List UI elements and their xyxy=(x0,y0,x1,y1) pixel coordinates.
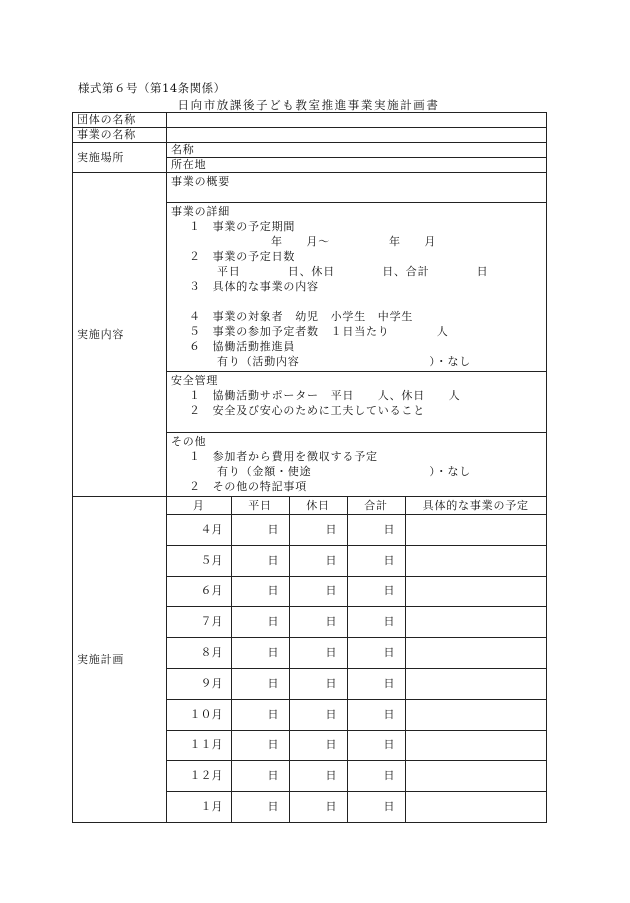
plan-total-days-cell[interactable]: 日 xyxy=(347,699,405,730)
other-cell[interactable] xyxy=(167,433,547,497)
safety-item-supporter: １ 協働活動サポーター 平日 人、休日 人 xyxy=(189,389,461,402)
details-item-participants: ５ 事業の参加予定者数 １日当たり 人 xyxy=(189,325,449,338)
plan-month-row xyxy=(167,638,546,669)
plan-total-days-cell[interactable]: 日 xyxy=(347,761,405,792)
plan-month-cell: ６月 xyxy=(167,576,231,607)
plan-weekday-days-cell[interactable]: 日 xyxy=(231,761,289,792)
plan-header-schedule: 具体的な事業の予定 xyxy=(405,497,546,515)
details-item-days: ２ 事業の予定日数 xyxy=(189,250,296,263)
details-cell[interactable] xyxy=(167,203,547,372)
plan-month-cell: ４月 xyxy=(167,515,231,546)
plan-body xyxy=(167,515,546,823)
plan-holiday-days-cell[interactable]: 日 xyxy=(289,792,347,823)
org-name-value[interactable] xyxy=(167,113,547,128)
plan-holiday-days-cell[interactable]: 日 xyxy=(289,638,347,669)
details-blank-line xyxy=(171,294,546,309)
plan-total-days-cell[interactable]: 日 xyxy=(347,545,405,576)
plan-weekday-days-cell[interactable]: 日 xyxy=(231,638,289,669)
project-name-label: 事業の名称 xyxy=(73,128,167,143)
application-form-table xyxy=(72,112,547,823)
plan-month-cell: １１月 xyxy=(167,730,231,761)
project-name-value[interactable] xyxy=(167,128,547,143)
plan-header-month: 月 xyxy=(167,497,231,515)
safety-item-measures: ２ 安全及び安心のために工夫していること xyxy=(189,404,425,417)
plan-month-row xyxy=(167,761,546,792)
plan-weekday-days-cell[interactable]: 日 xyxy=(231,545,289,576)
venue-name-cell[interactable] xyxy=(167,143,547,158)
plan-holiday-days-cell[interactable]: 日 xyxy=(289,545,347,576)
plan-total-days-cell[interactable]: 日 xyxy=(347,638,405,669)
plan-holiday-days-cell[interactable]: 日 xyxy=(289,668,347,699)
project-name-row xyxy=(73,128,547,143)
content-label: 実施内容 xyxy=(73,173,167,497)
safety-heading: 安全管理 xyxy=(171,374,219,387)
plan-total-days-cell[interactable]: 日 xyxy=(347,576,405,607)
plan-month-cell: ８月 xyxy=(167,638,231,669)
plan-weekday-days-cell[interactable]: 日 xyxy=(231,730,289,761)
plan-month-row xyxy=(167,668,546,699)
plan-holiday-days-cell[interactable]: 日 xyxy=(289,730,347,761)
plan-month-cell: １０月 xyxy=(167,699,231,730)
plan-header-weekday: 平日 xyxy=(231,497,289,515)
plan-schedule-cell[interactable] xyxy=(405,576,546,607)
form-number: 様式第６号（第14条関係） xyxy=(78,81,226,95)
org-name-row xyxy=(73,113,547,128)
plan-header-total: 合計 xyxy=(347,497,405,515)
overview-cell[interactable] xyxy=(167,173,547,203)
plan-holiday-days-cell[interactable]: 日 xyxy=(289,515,347,546)
venue-address-label: 所在地 xyxy=(171,158,207,171)
plan-schedule-cell[interactable] xyxy=(405,515,546,546)
monthly-plan-table xyxy=(167,497,546,822)
plan-month-row xyxy=(167,792,546,823)
plan-schedule-cell[interactable] xyxy=(405,638,546,669)
plan-schedule-cell[interactable] xyxy=(405,545,546,576)
plan-weekday-days-cell[interactable]: 日 xyxy=(231,668,289,699)
document-title: 日向市放課後子ども教室推進事業実施計画書 xyxy=(177,98,440,112)
other-fee-fill: 有り（金額・使途 ）・なし xyxy=(217,465,472,478)
details-item-promoter: ６ 協働活動推進員 xyxy=(189,340,296,353)
other-item-notes: ２ その他の特記事項 xyxy=(189,480,307,493)
plan-month-cell: ５月 xyxy=(167,545,231,576)
plan-month-cell: １月 xyxy=(167,792,231,823)
details-heading: 事業の詳細 xyxy=(171,205,230,218)
details-item-period: １ 事業の予定期間 xyxy=(189,220,296,233)
plan-schedule-cell[interactable] xyxy=(405,730,546,761)
plan-month-row xyxy=(167,545,546,576)
plan-schedule-cell[interactable] xyxy=(405,761,546,792)
other-item-fee: １ 参加者から費用を徴収する予定 xyxy=(189,450,378,463)
venue-name-label: 名称 xyxy=(171,143,195,156)
overview-heading: 事業の概要 xyxy=(171,175,230,188)
venue-address-cell[interactable] xyxy=(167,158,547,173)
plan-weekday-days-cell[interactable]: 日 xyxy=(231,576,289,607)
plan-holiday-days-cell[interactable]: 日 xyxy=(289,576,347,607)
plan-row xyxy=(73,497,547,823)
plan-total-days-cell[interactable]: 日 xyxy=(347,515,405,546)
details-promoter-fill: 有り（活動内容 ）・なし xyxy=(217,355,472,368)
venue-label: 実施場所 xyxy=(73,143,167,173)
plan-schedule-cell[interactable] xyxy=(405,668,546,699)
plan-total-days-cell[interactable]: 日 xyxy=(347,668,405,699)
plan-weekday-days-cell[interactable]: 日 xyxy=(231,699,289,730)
plan-month-row xyxy=(167,576,546,607)
details-period-fill: 年 月～ 年 月 xyxy=(271,235,437,248)
plan-holiday-days-cell[interactable]: 日 xyxy=(289,761,347,792)
plan-month-row xyxy=(167,730,546,761)
plan-schedule-cell[interactable] xyxy=(405,699,546,730)
plan-header-row xyxy=(167,497,546,515)
plan-month-row xyxy=(167,607,546,638)
org-name-label: 団体の名称 xyxy=(73,113,167,128)
venue-row xyxy=(73,143,547,158)
details-item-target: ４ 事業の対象者 幼児 小学生 中学生 xyxy=(189,310,414,323)
plan-holiday-days-cell[interactable]: 日 xyxy=(289,607,347,638)
plan-holiday-days-cell[interactable]: 日 xyxy=(289,699,347,730)
plan-total-days-cell[interactable]: 日 xyxy=(347,607,405,638)
plan-label: 実施計画 xyxy=(73,497,167,823)
plan-month-cell: １２月 xyxy=(167,761,231,792)
plan-month-row xyxy=(167,699,546,730)
plan-header-holiday: 休日 xyxy=(289,497,347,515)
other-heading: その他 xyxy=(171,435,207,448)
plan-schedule-cell[interactable] xyxy=(405,792,546,823)
overview-row xyxy=(73,173,547,203)
details-days-fill: 平日 日、休日 日、合計 日 xyxy=(217,265,489,278)
plan-schedule-cell[interactable] xyxy=(405,607,546,638)
plan-weekday-days-cell[interactable]: 日 xyxy=(231,607,289,638)
plan-weekday-days-cell[interactable]: 日 xyxy=(231,792,289,823)
plan-cell xyxy=(167,497,547,823)
safety-cell[interactable] xyxy=(167,372,547,433)
plan-month-row xyxy=(167,515,546,546)
plan-total-days-cell[interactable]: 日 xyxy=(347,792,405,823)
details-item-content: ３ 具体的な事業の内容 xyxy=(189,280,319,293)
plan-month-cell: ７月 xyxy=(167,607,231,638)
plan-total-days-cell[interactable]: 日 xyxy=(347,730,405,761)
plan-month-cell: ９月 xyxy=(167,668,231,699)
plan-weekday-days-cell[interactable]: 日 xyxy=(231,515,289,546)
